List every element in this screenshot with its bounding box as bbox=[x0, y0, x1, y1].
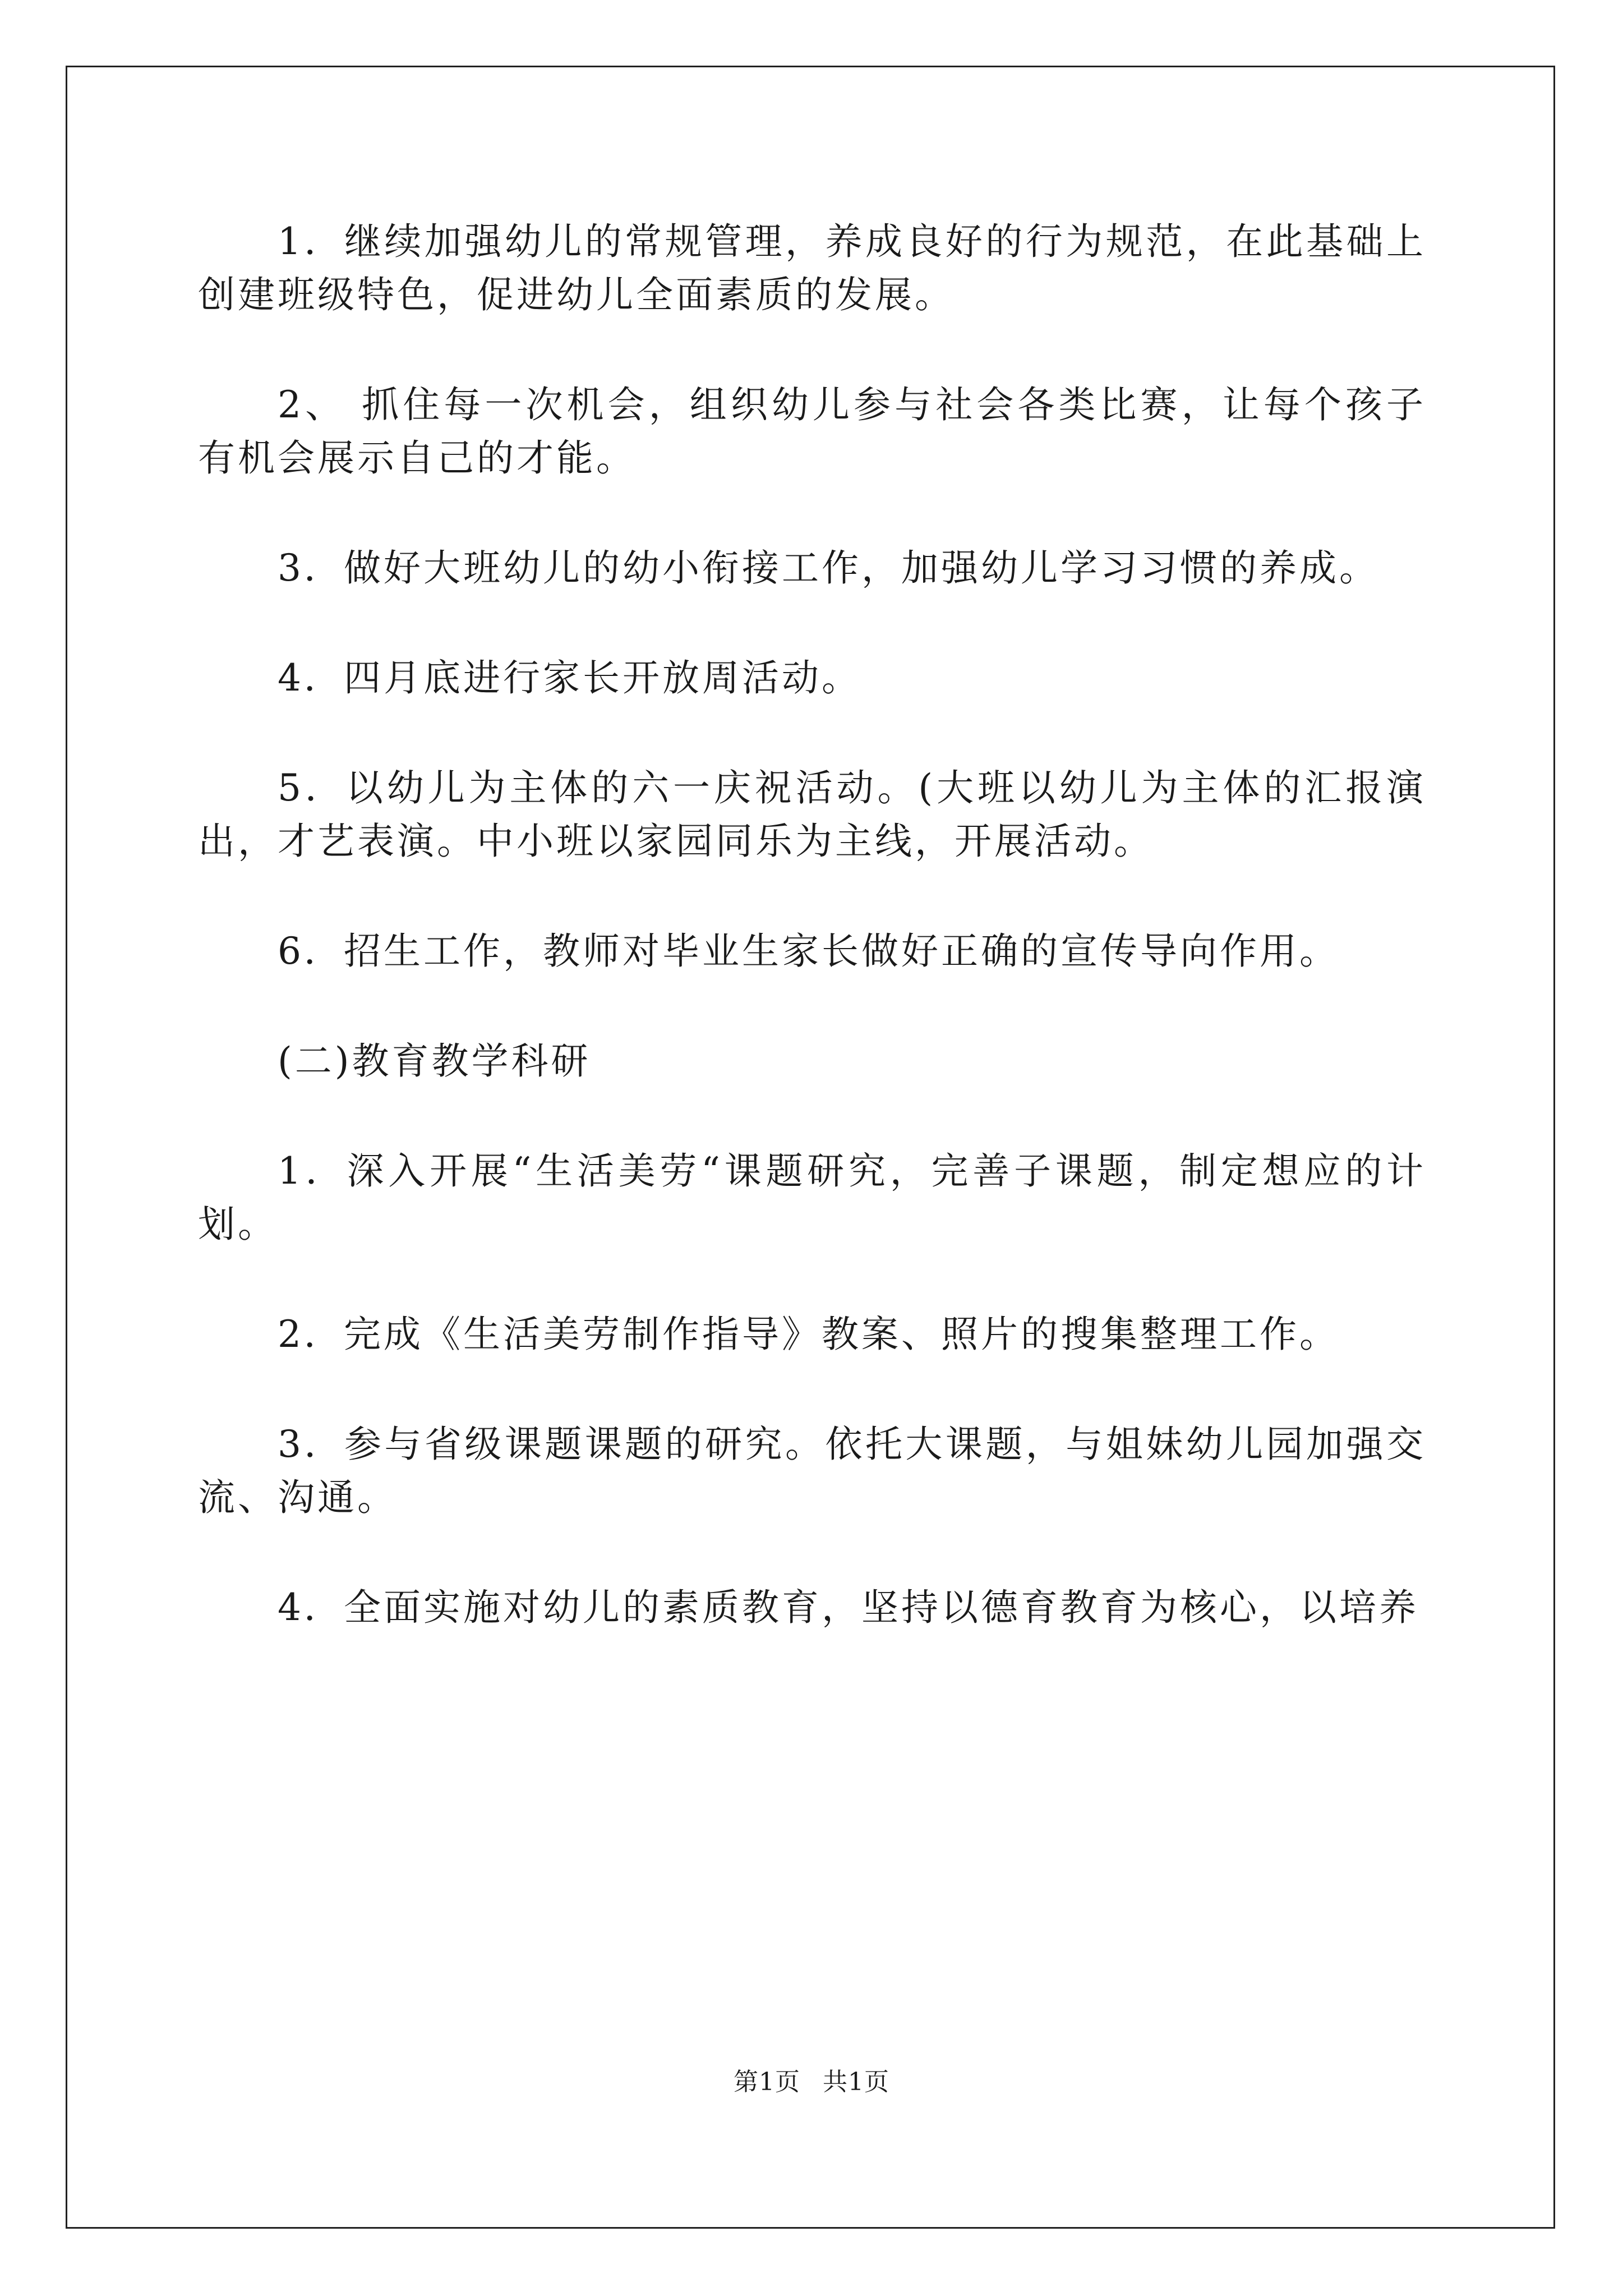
paragraph: 2、 抓住每一次机会，组织幼儿参与社会各类比赛，让每个孩子有机会展示自己的才能。 bbox=[198, 383, 1426, 480]
page-number: 第1页 bbox=[734, 2068, 800, 2096]
paragraph: 6．招生工作，教师对毕业生家长做好正确的宣传导向作用。 bbox=[278, 930, 1339, 973]
paragraph: 3．参与省级课题课题的研究。依托大课题，与姐妹幼儿园加强交流、沟通。 bbox=[198, 1423, 1426, 1519]
paragraph: 5．以幼儿为主体的六一庆祝活动。(大班以幼儿为主体的汇报演出，才艺表演。中小班以家园同乐为主线，开展活动。 bbox=[198, 766, 1426, 863]
page-footer bbox=[0, 2067, 1623, 2098]
document-body bbox=[198, 215, 1426, 1634]
paragraph: 2．完成《生活美劳制作指导》教案、照片的搜集整理工作。 bbox=[278, 1313, 1339, 1356]
paragraph: 1．继续加强幼儿的常规管理，养成良好的行为规范，在此基础上创建班级特色，促进幼儿全面素质的发展。 bbox=[198, 220, 1426, 316]
paragraph: 1．深入开展“生活美劳“课题研究，完善子课题，制定想应的计划。 bbox=[198, 1149, 1426, 1246]
section-heading: (二)教育教学科研 bbox=[278, 1039, 591, 1083]
page-total: 共1页 bbox=[823, 2068, 889, 2096]
paragraph: 4．全面实施对幼儿的素质教育，坚持以德育教育为核心，以培养 bbox=[278, 1586, 1419, 1629]
paragraph: 3．做好大班幼儿的幼小衔接工作，加强幼儿学习习惯的养成。 bbox=[278, 546, 1379, 590]
paragraph: 4．四月底进行家长开放周活动。 bbox=[278, 656, 861, 700]
